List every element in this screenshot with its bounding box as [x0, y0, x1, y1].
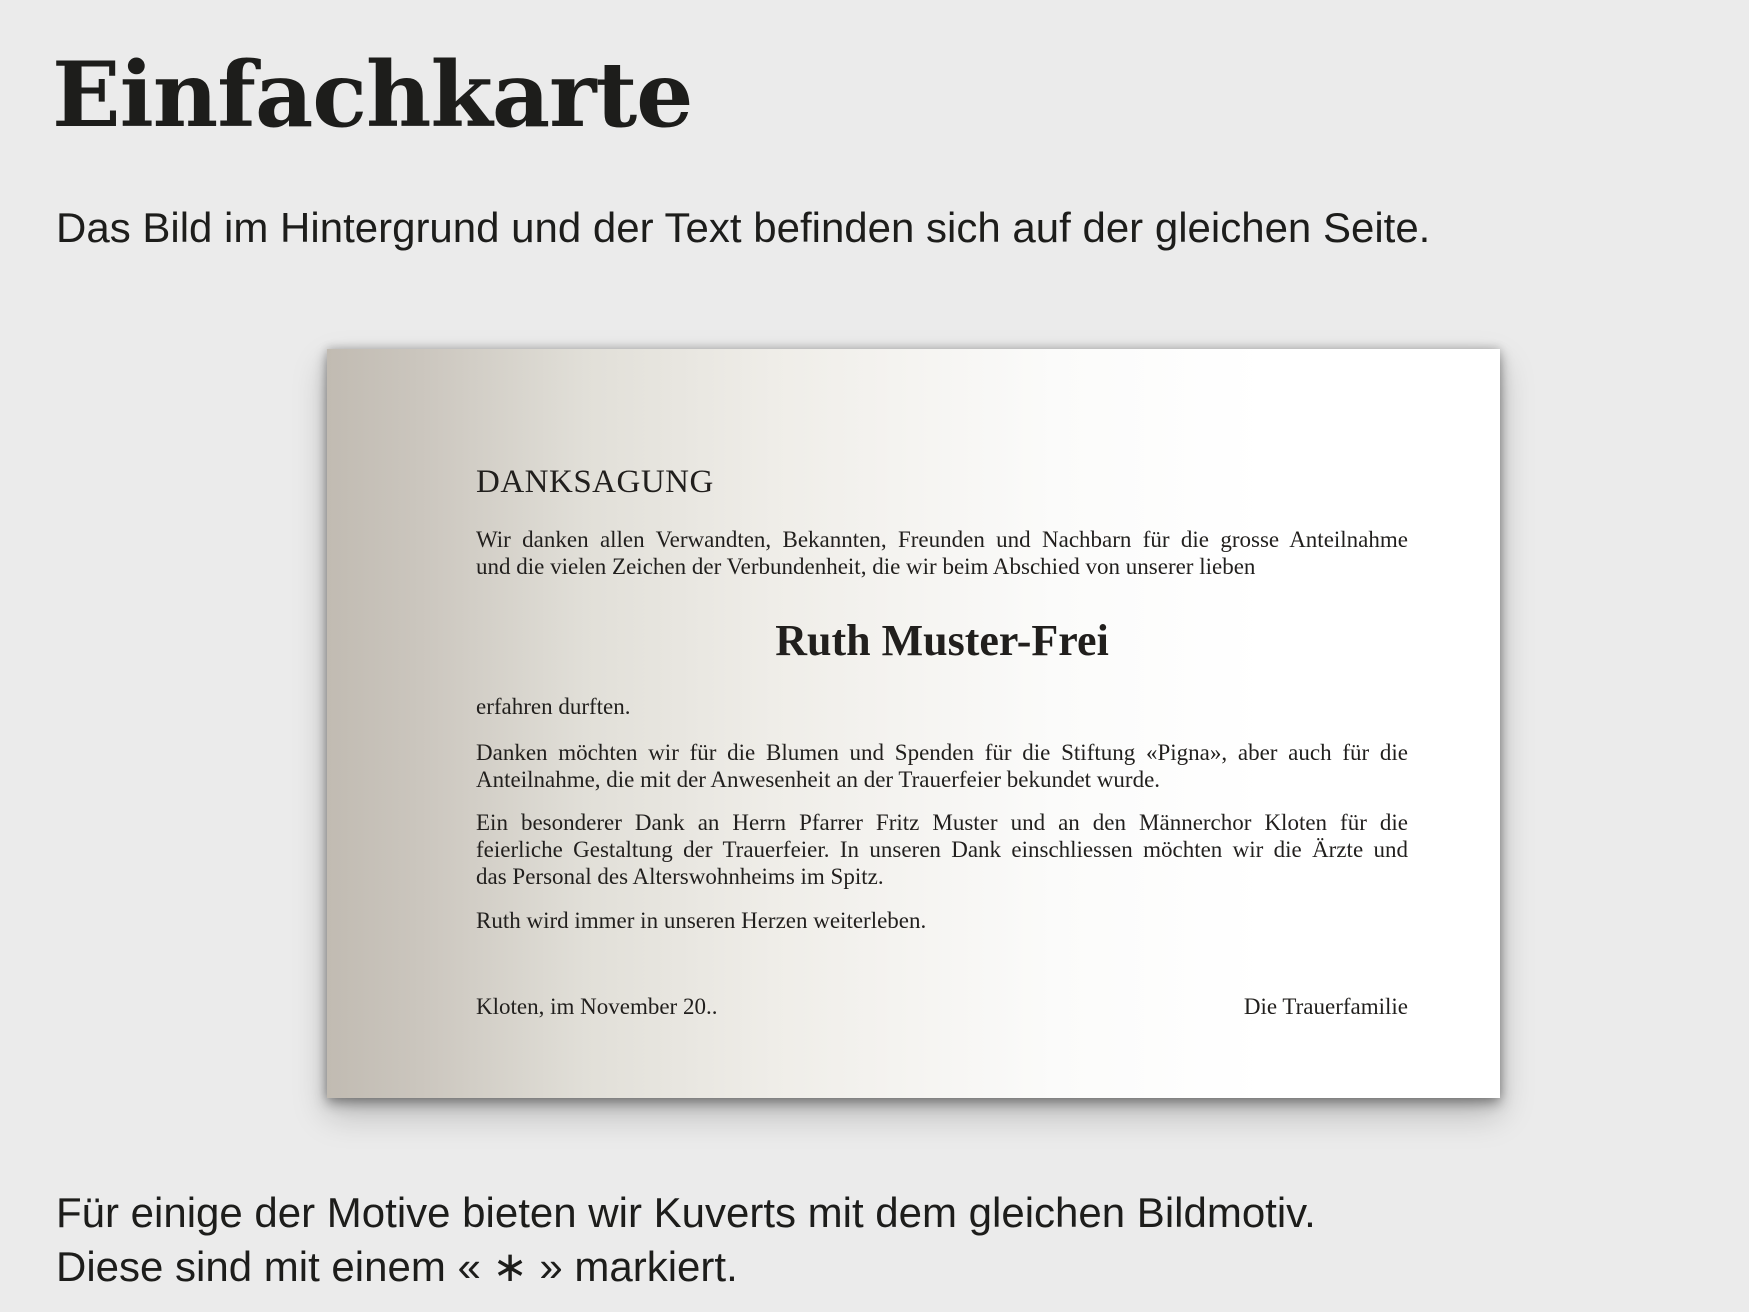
card-donation-line-1: Danken möchten wir für die Blumen und Spenden für die Stiftung «Pigna», aber auch für die: [476, 740, 1408, 765]
card-thanks-line-1: Ein besonderer Dank an Herrn Pfarrer Fritz Muster und an den Männerchor Kloten für die: [476, 810, 1408, 835]
card-intro-line-1: Wir danken allen Verwandten, Bekannten, Freunden und Nachbarn für die grosse Anteilnahme: [476, 527, 1408, 552]
card-thanks-line-3: das Personal des Alterswohnheims im Spitz.: [476, 864, 884, 889]
page-subtitle: Das Bild im Hintergrund und der Text befinden sich auf der gleichen Seite.: [56, 204, 1431, 251]
card-intro-paragraph: [476, 526, 1408, 580]
page-title: Einfachkarte: [52, 42, 693, 148]
card-donation-paragraph: [476, 739, 1408, 793]
card-title: DANKSAGUNG: [476, 464, 714, 500]
page-footer: [56, 1186, 1316, 1294]
card-body: [476, 349, 1408, 1020]
page-footer-line-2: Diese sind mit einem « ∗ » markiert.: [56, 1243, 738, 1290]
card-thanks-paragraph: [476, 809, 1408, 890]
page-footer-line-1: Für einige der Motive bieten wir Kuverts mit dem gleichen Bildmotiv.: [56, 1189, 1316, 1236]
card-signature-row: [476, 993, 1408, 1020]
card-donation-line-2: Anteilnahme, die mit der Anwesenheit an der Trauerfeier bekundet wurde.: [476, 767, 1161, 792]
card-thanks-line-2: feierliche Gestaltung der Trauerfeier. In unseren Dank einschliessen möchten wir die Ärzte und: [476, 837, 1408, 862]
card-place-date: Kloten, im November 20..: [476, 994, 718, 1019]
deceased-name: Ruth Muster-Frei: [775, 616, 1109, 665]
danksagung-card-preview: [327, 349, 1500, 1098]
card-signature: Die Trauerfamilie: [1243, 994, 1408, 1019]
card-intro-line-2: und die vielen Zeichen der Verbundenheit, die wir beim Abschied von unserer lieben: [476, 554, 1256, 579]
card-closing-text: Ruth wird immer in unseren Herzen weiterleben.: [476, 908, 927, 933]
card-after-name-text: erfahren durften.: [476, 694, 631, 719]
